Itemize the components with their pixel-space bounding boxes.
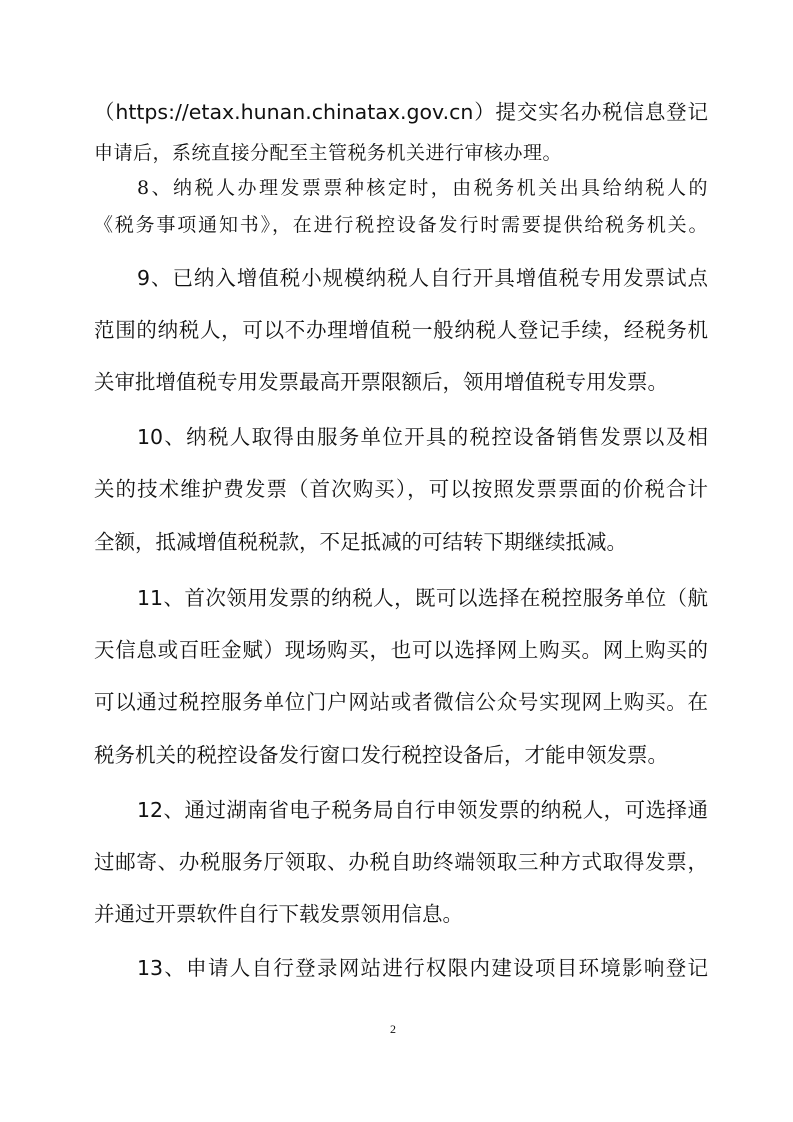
text-line: 并通过开票软件自行下载发票领用信息。 [94,902,463,926]
text-line: 关审批增值税专用发票最高开票限额后，领用增值税专用发票。 [94,370,668,394]
text-line: 9、已纳入增值税小规模纳税人自行开具增值税专用发票试点 [137,266,708,290]
text-line: 可以通过税控服务单位门户网站或者微信公众号实现网上购买。在 [94,690,708,714]
text-line: 关的技术维护费发票（首次购买），可以按照发票票面的价税合计 [94,477,708,501]
text-line: （https://etax.hunan.chinatax.gov.cn）提交实名办税信息登记 [94,100,708,124]
text-line: 过邮寄、办税服务厅领取、办税自助终端领取三种方式取得发票， [94,850,708,874]
text-line: 税务机关的税控设备发行窗口发行税控设备后，才能申领发票。 [94,743,668,767]
text-line: 12、通过湖南省电子税务局自行申领发票的纳税人，可选择通 [137,798,708,822]
text-line: 范围的纳税人，可以不办理增值税一般纳税人登记手续，经税务机 [94,318,708,342]
text-line: 8、纳税人办理发票票种核定时，由税务机关出具给纳税人的 [137,177,708,199]
page-number: 2 [390,1022,396,1036]
text-line: 10、纳税人取得由服务单位开具的税控设备销售发票以及相 [137,425,708,449]
text-line: 13、申请人自行登录网站进行权限内建设项目环境影响登记 [137,956,708,980]
text-line: 申请后，系统直接分配至主管税务机关进行审核办理。 [94,142,563,164]
text-line: 11、首次领用发票的纳税人，既可以选择在税控服务单位（航 [137,586,708,610]
text-line: 天信息或百旺金赋）现场购买，也可以选择网上购买。网上购买的 [94,638,708,662]
text-line: 全额，抵减增值税税款，不足抵减的可结转下期继续抵减。 [94,530,627,554]
text-line: 《税务事项通知书》，在进行税控设备发行时需要提供给税务机关。 [94,214,708,236]
